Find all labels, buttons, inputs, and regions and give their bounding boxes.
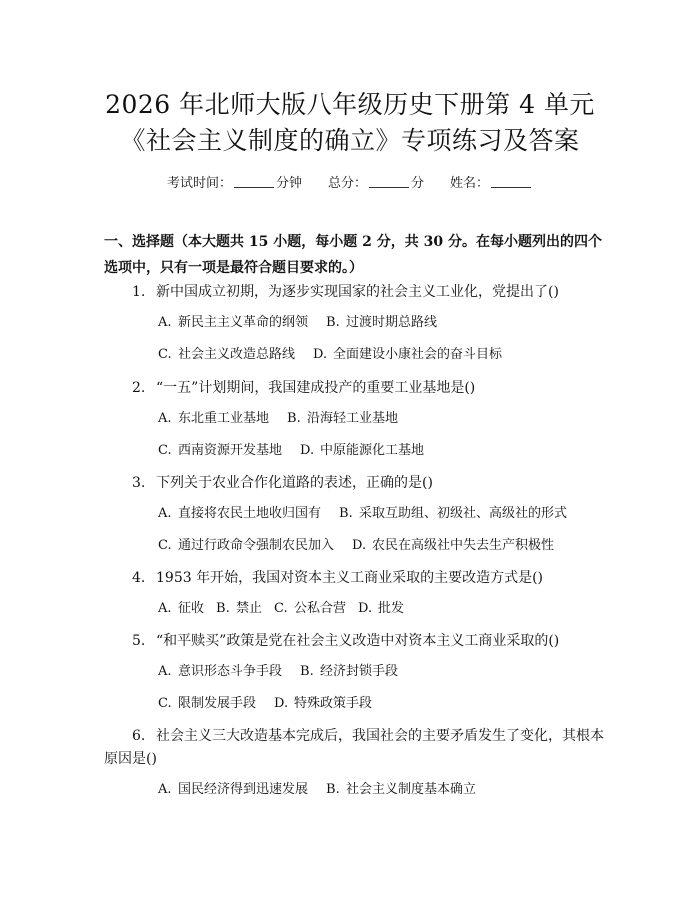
- question-text: 1953 年开始，我国对资本主义工商业采取的主要改造方式是(): [156, 570, 544, 586]
- question-3-options-row1: [158, 507, 585, 520]
- question-5-options-row2: [158, 697, 390, 710]
- option-a: A. 意识形态斗争手段: [158, 664, 283, 679]
- option-c: C. 社会主义改造总路线: [158, 347, 296, 362]
- question-number: 4.: [132, 570, 146, 586]
- option-b: B. 采取互助组、初级社、高级社的形式: [339, 506, 568, 521]
- question-4: [132, 571, 543, 585]
- option-b: B. 经济封锁手段: [300, 664, 399, 679]
- option-d: D. 农民在高级社中失去生产积极性: [352, 538, 555, 553]
- name-label: 姓名：: [450, 176, 490, 191]
- question-number: 2.: [132, 380, 146, 396]
- score-label: 总分：: [327, 176, 367, 191]
- option-d: D. 中原能源化工基地: [300, 443, 425, 458]
- question-5-options-row1: [158, 665, 416, 678]
- question-text: 下列关于农业合作化道路的表述，正确的是(): [156, 475, 433, 491]
- option-b: B. 社会主义制度基本确立: [326, 782, 477, 797]
- time-label: 考试时间：: [166, 176, 232, 191]
- exam-meta: [0, 172, 700, 191]
- option-a: A. 东北重工业基地: [158, 411, 270, 426]
- question-3: [132, 476, 433, 490]
- name-blank: [491, 175, 531, 188]
- option-a: A. 直接将农民土地收归国有: [158, 506, 322, 521]
- question-number: 6.: [132, 728, 146, 744]
- option-d: D. 全面建设小康社会的奋斗目标: [313, 347, 503, 362]
- question-2-options-row1: [158, 412, 416, 425]
- option-d: D. 批发: [358, 601, 405, 616]
- page-title-line2: 《社会主义制度的确立》专项练习及答案: [120, 126, 580, 155]
- question-4-options-row1: [158, 602, 422, 615]
- question-number: 1.: [132, 284, 146, 300]
- option-b: B. 沿海轻工业基地: [287, 411, 399, 426]
- option-c: C. 限制发展手段: [158, 696, 257, 711]
- option-b: B. 禁止: [216, 601, 263, 616]
- question-6-continuation: 原因是(): [104, 751, 157, 767]
- question-2: [132, 381, 475, 395]
- option-a: A. 征收: [158, 601, 205, 616]
- question-1-options-row1: [158, 316, 455, 329]
- question-5: [132, 634, 559, 648]
- question-6: [132, 729, 604, 743]
- question-number: 5.: [132, 633, 146, 649]
- score-unit: 分: [411, 176, 425, 191]
- question-1: [132, 285, 559, 299]
- question-text: “一五”计划期间，我国建成投产的重要工业基地是(): [156, 380, 476, 396]
- section-heading: 一、选择题（本大题共 15 小题，每小题 2 分，共 30 分。在每小题列出的四个选项中，只有一项是最符合题目要求的。）: [104, 234, 602, 276]
- option-a: A. 新民主主义革命的纲领: [158, 315, 309, 330]
- time-blank: [234, 175, 274, 188]
- time-unit: 分钟: [275, 176, 302, 191]
- question-text: “和平赎买”政策是党在社会主义改造中对资本主义工商业采取的(): [156, 633, 560, 649]
- option-c: C. 公私合营: [274, 601, 347, 616]
- question-2-options-row2: [158, 444, 442, 457]
- option-a: A. 国民经济得到迅速发展: [158, 782, 309, 797]
- question-text-line1: 社会主义三大改造基本完成后，我国社会的主要矛盾发生了变化，其根本: [156, 728, 604, 744]
- option-c: C. 通过行政命令强制农民加入: [158, 538, 335, 553]
- question-6-options-row1: [158, 783, 494, 796]
- page-title-line1: 2026 年北师大版八年级历史下册第 4 单元: [105, 90, 595, 119]
- question-3-options-row2: [158, 539, 572, 552]
- score-blank: [369, 175, 409, 188]
- option-b: B. 过渡时期总路线: [326, 315, 438, 330]
- question-1-options-row2: [158, 348, 520, 361]
- question-number: 3.: [132, 475, 146, 491]
- option-c: C. 西南资源开发基地: [158, 443, 283, 458]
- question-text: 新中国成立初期，为逐步实现国家的社会主义工业化，党提出了(): [156, 284, 559, 300]
- option-d: D. 特殊政策手段: [274, 696, 373, 711]
